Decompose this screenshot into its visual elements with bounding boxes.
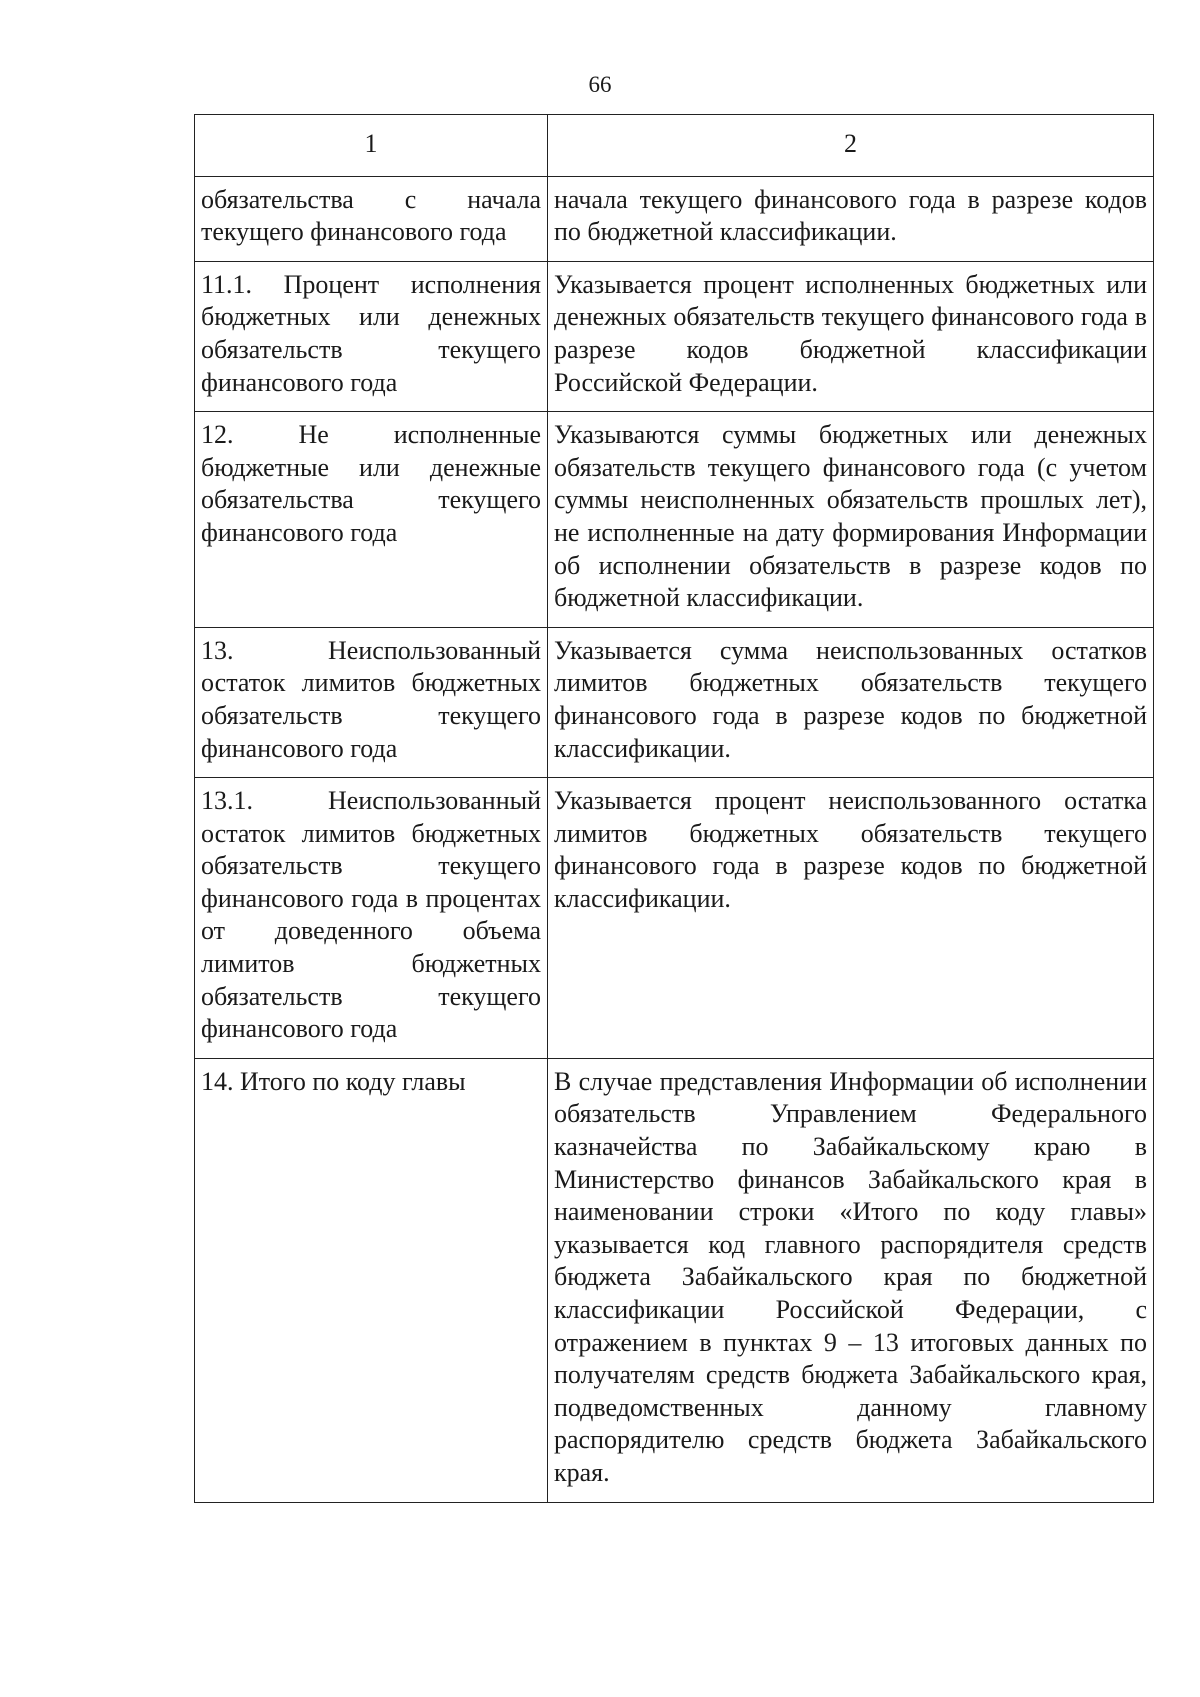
table-row: [195, 412, 1154, 628]
document-table: [194, 114, 1154, 1503]
table-row: [195, 778, 1154, 1059]
row-item-description: Указывается процент неиспользованного остатка лимитов бюджетных обязательств текущего финансового года в разрезе кодов по бюджетной классификации.: [548, 778, 1154, 1059]
row-item-description: Указываются суммы бюджетных или денежных обязательств текущего финансового года (с учетом суммы неисполненных обязательств прошлых лет), не исполненные на дату формирования Информации об исполнении обязательств в разрезе кодов по бюджетной классификации.: [548, 412, 1154, 628]
row-item-name: 13. Неиспользованный остаток лимитов бюджетных обязательств текущего финансового года: [195, 627, 548, 777]
column-header-2: 2: [548, 115, 1154, 177]
row-item-name: обязательства с начала текущего финансового года: [195, 176, 548, 261]
row-item-name: 13.1. Неиспользованный остаток лимитов бюджетных обязательств текущего финансового года в процентах от доведенного объема лимитов бюджетных обязательств текущего финансового года: [195, 778, 548, 1059]
row-item-description: начала текущего финансового года в разрезе кодов по бюджетной классификации.: [548, 176, 1154, 261]
table-header-row: [195, 115, 1154, 177]
table-row: [195, 1058, 1154, 1502]
row-item-name: 12. Не исполненные бюджетные или денежные обязательства текущего финансового года: [195, 412, 548, 628]
column-header-1: 1: [195, 115, 548, 177]
row-item-description: Указывается сумма неиспользованных остатков лимитов бюджетных обязательств текущего финансового года в разрезе кодов по бюджетной классификации.: [548, 627, 1154, 777]
row-item-description: В случае представления Информации об исполнении обязательств Управлением Федерального казначейства по Забайкальскому краю в Министерство финансов Забайкальского края в наименовании строки «Итого по коду главы» указывается код главного распорядителя средств бюджета Забайкальского края по бюджетной классификации Российской Федерации, с отражением в пунктах 9 – 13 итоговых данных по получателям средств бюджета Забайкальского края, подведомственных данному главному распорядителю средств бюджета Забайкальского края.: [548, 1058, 1154, 1502]
table-row: [195, 627, 1154, 777]
table-row: [195, 261, 1154, 411]
page-number: 66: [588, 72, 612, 97]
row-item-name: 11.1. Процент исполнения бюджетных или денежных обязательств текущего финансового года: [195, 261, 548, 411]
table-row: [195, 176, 1154, 261]
row-item-name: 14. Итого по коду главы: [195, 1058, 548, 1502]
row-item-description: Указывается процент исполненных бюджетных или денежных обязательств текущего финансового года в разрезе кодов бюджетной классификации Российской Федерации.: [548, 261, 1154, 411]
